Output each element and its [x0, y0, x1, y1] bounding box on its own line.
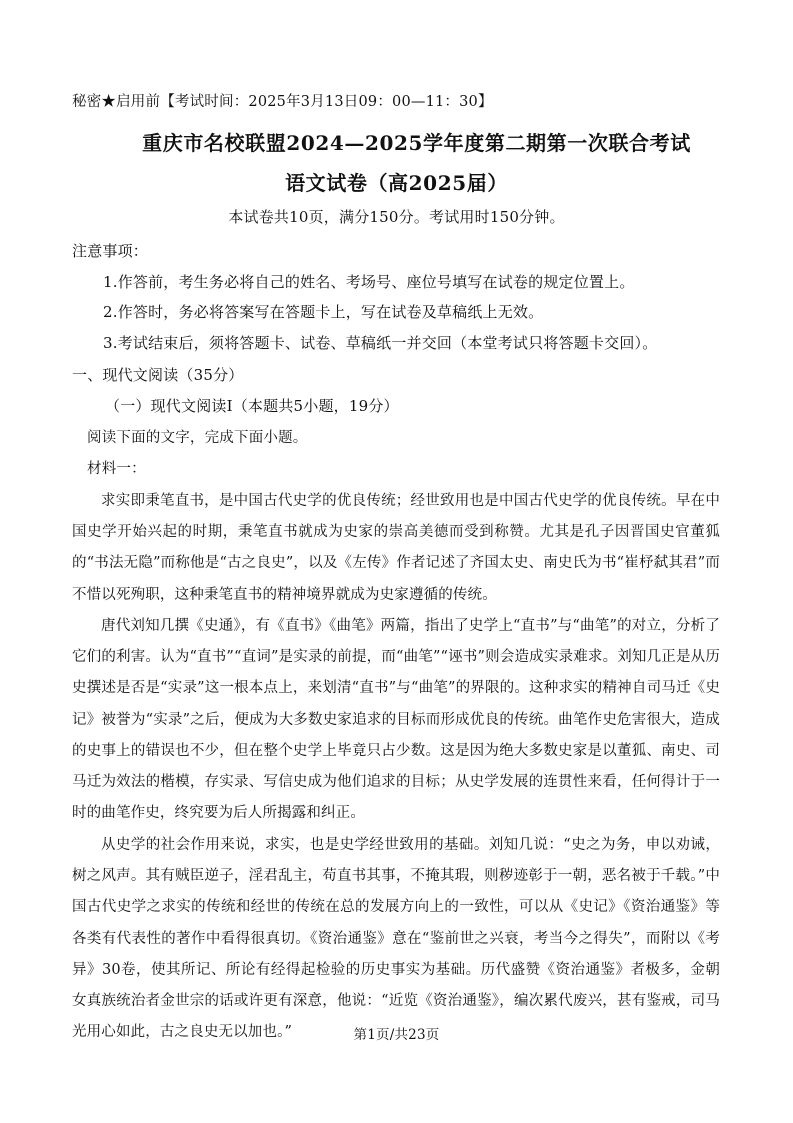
notice-item: 3.考试结束后，须将答题卡、试卷、草稿纸一并交回（本堂考试只将答题卡交回）。: [103, 334, 658, 352]
subsection-title: （一）现代文阅读Ⅰ（本题共5小题，19分）: [105, 397, 399, 415]
exam-title: 重庆市名校联盟2024—2025学年度第二期第一次联合考试: [142, 131, 691, 155]
passage-paragraph: 唐代刘知几撰《史通》，有《直书》《曲笔》两篇，指出了史学上“直书”与“曲笔”的对立，分析了它们的利害。认为“直书”“直词”是实录的前提，而“曲笔”“诬书”则会造成实录难求。刘知几正是从历史撰述是否是“实录”这一根本点上，来划清“直书”与“曲笔”的界限的。这种求实的精神自司马迁《史记》被誉为“实录”之后，便成为大多数史家追求的目标而形成优良的传统。曲笔作史危害很大，造成的史事上的错误也不少，但在整个史学上毕竟只占少数。这是因为绝大多数史家是以董狐、南史、司马迁为效法的楷模，存实录、写信史成为他们追求的目标；从史学发展的连贯性来看，任何得计于一时的曲笔作史，终究要为后人所揭露和纠正。: [72, 618, 720, 822]
exam-subtitle: 语文试卷（高2025届）: [285, 171, 508, 195]
reading-instruction: 阅读下面的文字，完成下面小题。: [87, 430, 308, 446]
material-label: 材料一：: [87, 461, 146, 477]
exam-info: 本试卷共10页，满分150分。考试用时150分钟。: [228, 208, 565, 226]
passage-paragraph: 求实即秉笔直书，是中国古代史学的优良传统；经世致用也是中国古代史学的优良传统。早在中国史学开始兴起的时期，秉笔直书就成为史家的崇高美德而受到称赞。尤其是孔子因晋国史官董狐的“书法无隐”而称他是“古之良史”，以及《左传》作者记述了齐国太史、南史氏为书“崔杼弑其君”而不惜以死殉职，这种秉笔直书的精神境界就成为史家遵循的传统。: [72, 493, 720, 603]
notice-item: 1.作答前，考生务必将自己的姓名、考场号、座位号填写在试卷的规定位置上。: [103, 273, 635, 291]
section-title: 一、现代文阅读（35分）: [72, 366, 244, 384]
confidential-notice: 秘密★启用前【考试时间：2025年3月13日09：00—11：30】: [72, 94, 493, 110]
page-number: 第1页/共23页: [353, 1027, 440, 1043]
notice-heading: 注意事项：: [72, 242, 149, 260]
notice-item: 2.作答时，务必将答案写在答题卡上，写在试卷及草稿纸上无效。: [103, 303, 544, 321]
passage-paragraph: 从史学的社会作用来说，求实，也是史学经世致用的基础。刘知几说：“史之为务，申以劝诫，树之风声。其有贼臣逆子，淫君乱主，苟直书其事，不掩其瑕，则秽迹彰于一朝，恶名被于千载。”中国古代史学之求实的传统和经世的传统在总的发展方向上的一致性，可以从《史记》《资治通鉴》等各类有代表性的著作中看得很真切。《资治通鉴》意在“鉴前世之兴衰，考当今之得失”，而附以《考异》30卷，使其所记、所论有经得起检验的历史事实为基础。历代盛赞《资治通鉴》者极多，金朝女真族统治者金世宗的话或许更有深意，他说：“近览《资治通鉴》，编次累代废兴，甚有鉴戒，司马光用心如此，古之良史无以加也。”: [72, 837, 720, 1041]
